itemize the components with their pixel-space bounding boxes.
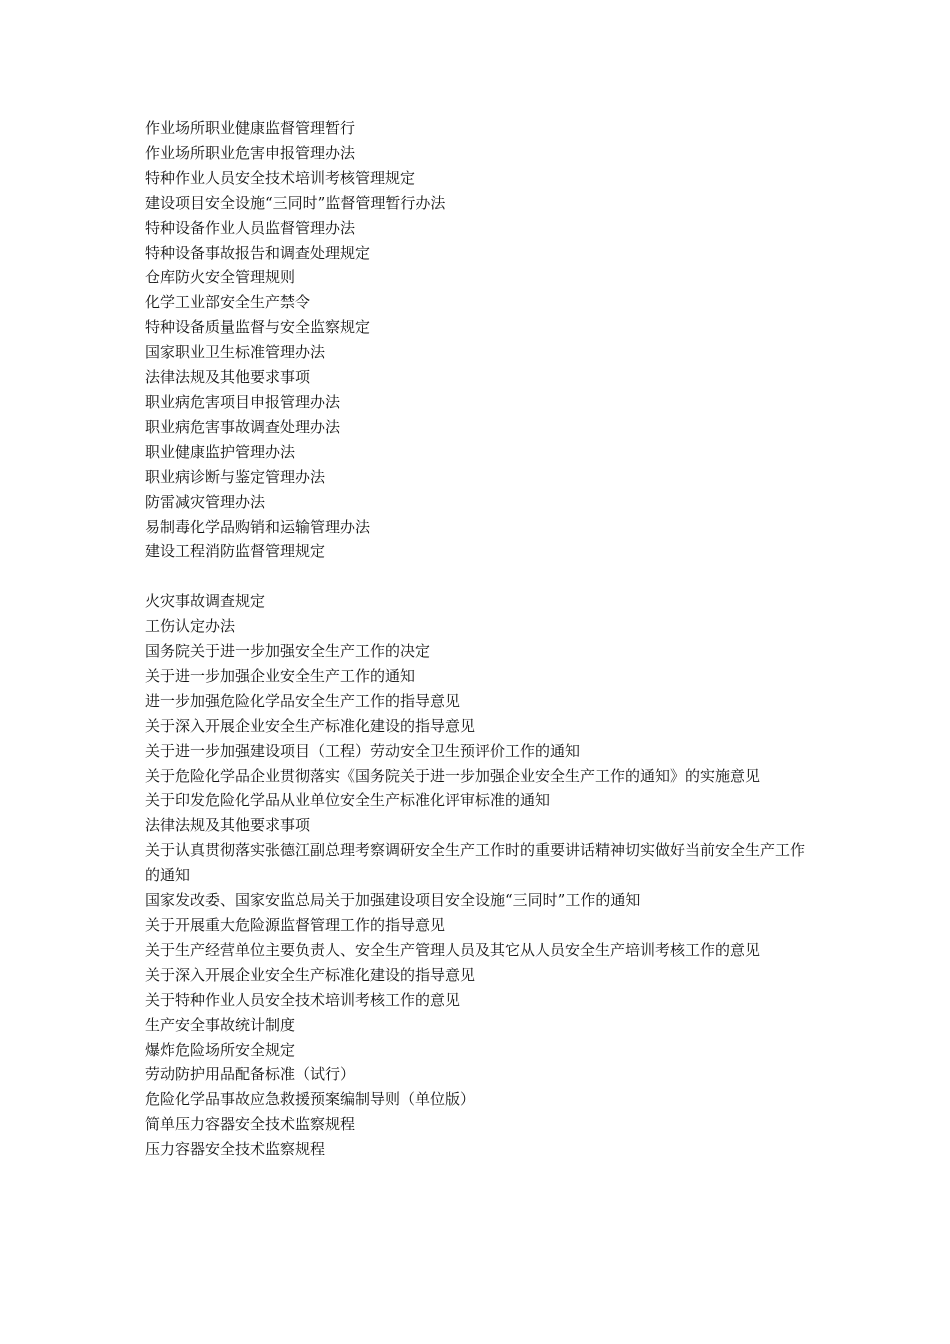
list-item: 国家职业卫生标准管理办法 — [145, 343, 326, 362]
list-item: 特种设备质量监督与安全监察规定 — [145, 318, 371, 337]
list-item: 作业场所职业健康监督管理暂行 — [145, 119, 356, 137]
list-item: 防雷减灾管理办法 — [145, 492, 266, 511]
list-item: 建设工程消防监督管理规定 — [145, 542, 326, 561]
list-item: 关于深入开展企业安全生产标准化建设的指导意见 — [145, 965, 476, 984]
regulation-list — [145, 116, 813, 1162]
list-item: 进一步加强危险化学品安全生产工作的指导意见 — [145, 691, 461, 710]
list-item: 国家发改委、国家安监总局关于加强建设项目安全设施“三同时”工作的通知 — [145, 891, 641, 910]
list-item: 关于危险化学品企业贯彻落实《国务院关于进一步加强企业安全生产工作的通知》的实施意见 — [145, 766, 761, 785]
list-item: 危险化学品事故应急救援预案编制导则（单位版） — [145, 1090, 476, 1109]
list-item: 化学工业部安全生产禁令 — [145, 293, 311, 312]
list-item: 仓库防火安全管理规则 — [145, 268, 296, 287]
list-item: 特种作业人员安全技术培训考核管理规定 — [145, 168, 416, 187]
list-item: 工伤认定办法 — [145, 617, 236, 636]
list-item: 关于深入开展企业安全生产标准化建设的指导意见 — [145, 716, 476, 735]
list-item: 职业健康监护管理办法 — [145, 442, 296, 461]
list-item: 关于进一步加强企业安全生产工作的通知 — [145, 666, 416, 685]
list-item: 简单压力容器安全技术监察规程 — [145, 1115, 356, 1134]
list-item: 特种设备作业人员监督管理办法 — [145, 218, 356, 237]
list-item: 劳动防护用品配备标准（试行） — [145, 1065, 356, 1084]
list-item: 火灾事故调查规定 — [145, 592, 266, 611]
list-item: 法律法规及其他要求事项 — [145, 368, 311, 387]
list-item: 国务院关于进一步加强安全生产工作的决定 — [145, 642, 431, 661]
list-item: 职业病诊断与鉴定管理办法 — [145, 467, 326, 486]
list-spacer — [145, 564, 813, 589]
list-item: 易制毒化学品购销和运输管理办法 — [145, 517, 371, 536]
list-item: 关于特种作业人员安全技术培训考核工作的意见 — [145, 990, 461, 1009]
list-item: 关于生产经营单位主要负责人、安全生产管理人员及其它从人员安全生产培训考核工作的意见 — [145, 940, 761, 959]
list-item: 关于开展重大危险源监督管理工作的指导意见 — [145, 915, 446, 934]
list-item: 职业病危害事故调查处理办法 — [145, 417, 341, 436]
list-item: 职业病危害项目申报管理办法 — [145, 392, 341, 411]
list-item: 压力容器安全技术监察规程 — [145, 1140, 326, 1159]
list-item: 作业场所职业危害申报管理办法 — [145, 143, 356, 162]
list-item: 关于认真贯彻落实张德江副总理考察调研安全生产工作时的重要讲话精神切实做好当前安全生产工作的通知 — [145, 841, 806, 885]
list-item: 特种设备事故报告和调查处理规定 — [145, 243, 371, 262]
list-item: 法律法规及其他要求事项 — [145, 816, 311, 835]
list-item: 关于印发危险化学品从业单位安全生产标准化评审标准的通知 — [145, 791, 551, 810]
list-item: 爆炸危险场所安全规定 — [145, 1040, 296, 1059]
list-item: 关于进一步加强建设项目（工程）劳动安全卫生预评价工作的通知 — [145, 741, 581, 760]
list-item: 生产安全事故统计制度 — [145, 1015, 296, 1034]
list-item: 建设项目安全设施“三同时”监督管理暂行办法 — [145, 193, 446, 212]
